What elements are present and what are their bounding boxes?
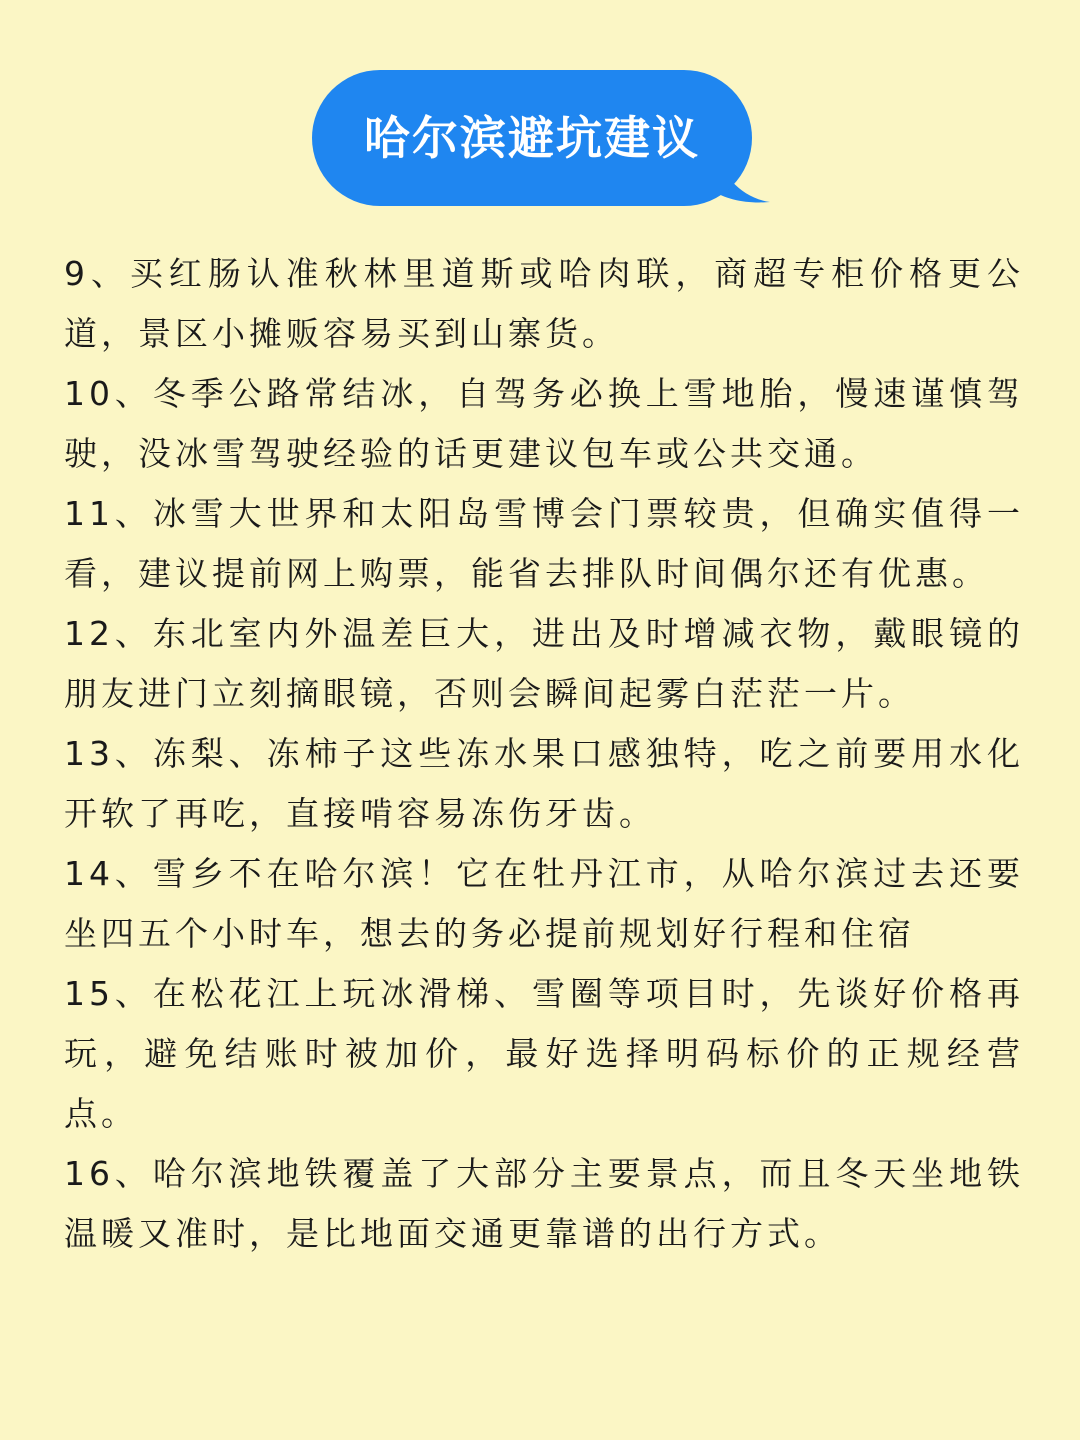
tip-item-14: 14、雪乡不在哈尔滨！它在牡丹江市，从哈尔滨过去还要坐四五个小时车，想去的务必提前规划好行程和住宿 (64, 854, 1024, 953)
tip-item-13: 13、冻梨、冻柿子这些冻水果口感独特，吃之前要用水化开软了再吃，直接啃容易冻伤牙齿。 (64, 734, 1024, 833)
page-title: 哈尔滨避坑建议 (364, 111, 700, 165)
tip-item-16: 16、哈尔滨地铁覆盖了大部分主要景点，而且冬天坐地铁温暖又准时，是比地面交通更靠谱的出行方式。 (64, 1154, 1024, 1253)
tip-item-10: 10、冬季公路常结冰，自驾务必换上雪地胎，慢速谨慎驾驶，没冰雪驾驶经验的话更建议包车或公共交通。 (64, 374, 1024, 473)
title-bubble (312, 70, 772, 210)
tip-item-11: 11、冰雪大世界和太阳岛雪博会门票较贵，但确实值得一看，建议提前网上购票，能省去排队时间偶尔还有优惠。 (64, 494, 1024, 593)
tip-item-9: 9、买红肠认准秋林里道斯或哈肉联，商超专柜价格更公道，景区小摊贩容易买到山寨货。 (64, 254, 1024, 353)
tips-list (64, 244, 1024, 1264)
tip-item-12: 12、东北室内外温差巨大，进出及时增减衣物，戴眼镜的朋友进门立刻摘眼镜，否则会瞬间起雾白茫茫一片。 (64, 614, 1024, 713)
tip-item-15: 15、在松花江上玩冰滑梯、雪圈等项目时，先谈好价格再玩，避免结账时被加价，最好选择明码标价的正规经营点。 (64, 974, 1024, 1133)
